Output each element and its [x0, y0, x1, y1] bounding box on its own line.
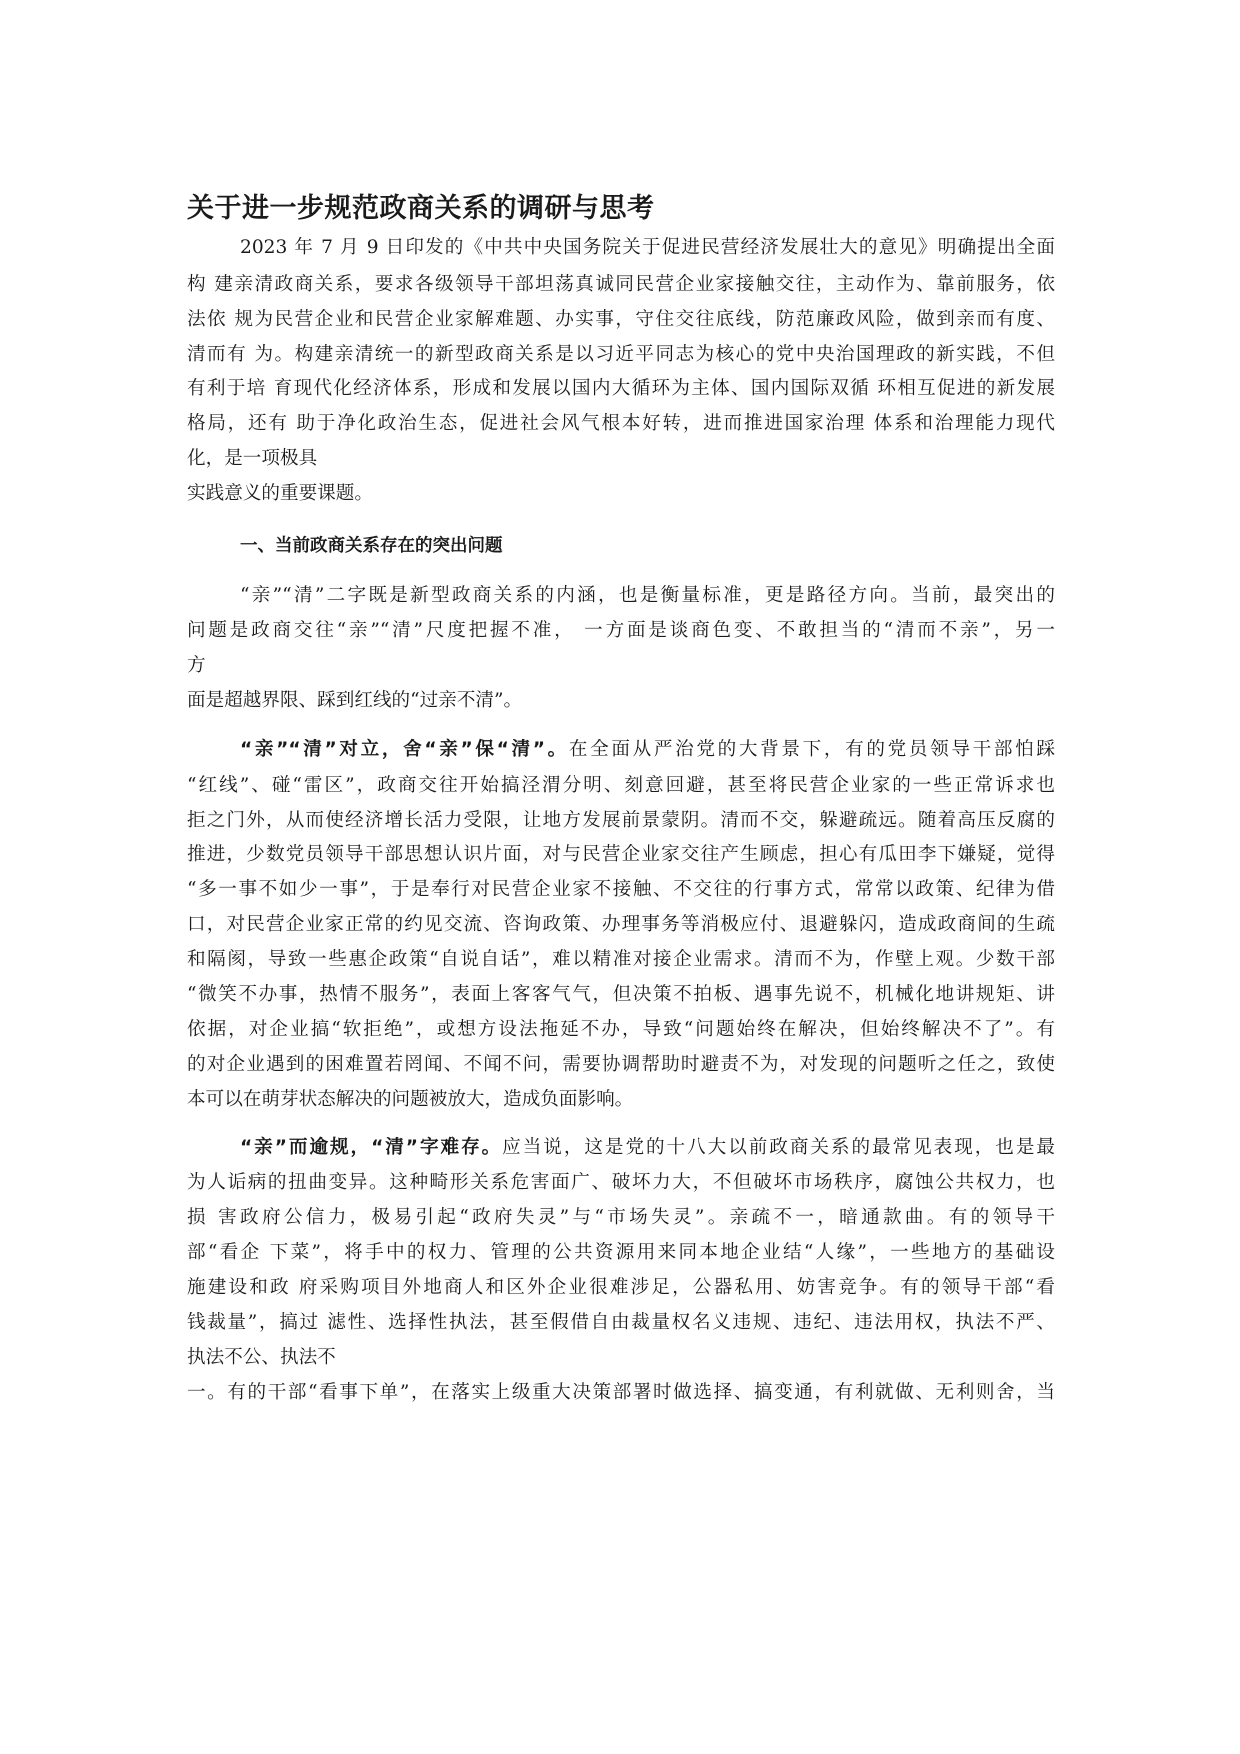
intro-line: 法依 规为民营企业和民营企业家解难题、办实事，守住交往底线，防范廉政风险，做到亲而有度、: [187, 309, 1055, 330]
document-title: 关于进一步规范政商关系的调研与思考: [187, 193, 655, 224]
body-line: [240, 1133, 1055, 1163]
body-line: 损 害政府公信力，极易引起“政府失灵”与“市场失灵”。亲疏不一，暗通款曲。有的领导干: [187, 1207, 1055, 1228]
body-line: 方: [187, 655, 206, 676]
body-line: 部“看企 下菜”，将手中的权力、管理的公共资源用来同本地企业结“人缘”，一些地方的基础设: [187, 1242, 1055, 1263]
body-line: “红线”、碰“雷区”，政商交往开始搞泾渭分明、刻意回避，甚至将民营企业家的一些正常诉求也: [187, 775, 1055, 796]
paragraph-text: 在全面从严治党的大背景下，有的党员领导干部怕踩: [568, 739, 1055, 760]
body-line: “多一事不如少一事”，于是奉行对民营企业家不接触、不交往的行事方式，常常以政策、纪律为借: [187, 879, 1055, 900]
section-heading: 一、当前政商关系存在的突出问题: [240, 536, 503, 556]
body-line: 拒之门外，从而使经济增长活力受限，让地方发展前景蒙阴。清而不交，躲避疏远。随着高压反腐的: [187, 810, 1055, 831]
body-line: 一。有的干部“看事下单”，在落实上级重大决策部署时做选择、搞变通，有利就做、无利则舍，当: [187, 1382, 1055, 1403]
intro-line: 清而有 为。构建亲清统一的新型政商关系是以习近平同志为核心的党中央治国理政的新实践，不但: [187, 344, 1055, 365]
intro-line: 构 建亲清政商关系，要求各级领导干部坦荡真诚同民营企业家接触交往，主动作为、靠前服务，依: [187, 274, 1055, 295]
body-line: 的对企业遇到的困难置若罔闻、不闻不问，需要协调帮助时避责不为，对发现的问题听之任之，致使: [187, 1054, 1055, 1075]
paragraph-lead: “亲”而逾规，“清”字难存。: [240, 1137, 503, 1158]
body-line: 和隔阂，导致一些惠企政策“自说自话”，难以精准对接企业需求。清而不为，作壁上观。少数干部: [187, 949, 1055, 970]
body-line: [240, 735, 1055, 765]
intro-line: 实践意义的重要课题。: [187, 483, 373, 504]
body-line: 为人诟病的扭曲变异。这种畸形关系危害面广、破坏力大，不但破坏市场秩序，腐蚀公共权力，也: [187, 1172, 1055, 1193]
body-line: “微笑不办事，热情不服务”，表面上客客气气，但决策不拍板、遇事先说不，机械化地讲规矩、讲: [187, 984, 1055, 1005]
paragraph-lead: “亲”“清”对立，舍“亲”保“清”。: [240, 739, 569, 760]
body-line: 依据，对企业搞“软拒绝”，或想方设法拖延不办，导致“问题始终在解决，但始终解决不了”。有: [187, 1019, 1055, 1040]
body-line: 钱裁量”，搞过 滤性、选择性执法，甚至假借自由裁量权名义违规、违纪、违法用权，执法不严、: [187, 1312, 1055, 1333]
body-line: 口，对民营企业家正常的约见交流、咨询政策、办理事务等消极应付、退避躲闪，造成政商间的生疏: [187, 914, 1055, 935]
body-line: “亲”“清”二字既是新型政商关系的内涵，也是衡量标准，更是路径方向。当前，最突出的: [240, 585, 1055, 606]
intro-line: 格局，还有 助于净化政治生态，促进社会风气根本好转，进而推进国家治理 体系和治理能力现代: [187, 413, 1055, 434]
document-page: [187, 0, 1055, 1754]
body-line: 施建设和政 府采购项目外地商人和区外企业很难涉足，公器私用、妨害竞争。有的领导干部“看: [187, 1277, 1055, 1298]
paragraph-text: 应当说，这是党的十八大以前政商关系的最常见表现，也是最: [502, 1137, 1055, 1158]
body-line: 执法不公、执法不: [187, 1347, 336, 1368]
intro-line: 2023 年 7 月 9 日印发的《中共中央国务院关于促进民营经济发展壮大的意见》明确提出全面: [240, 237, 1055, 258]
intro-line: 有利于培 育现代化经济体系，形成和发展以国内大循环为主体、国内国际双循 环相互促进的新发展: [187, 378, 1055, 399]
body-line: 本可以在萌芽状态解决的问题被放大，造成负面影响。: [187, 1089, 634, 1110]
body-line: 面是超越界限、踩到红线的“过亲不清”。: [187, 690, 523, 711]
body-line: 推进，少数党员领导干部思想认识片面，对与民营企业家交往产生顾虑，担心有瓜田李下嫌疑，觉得: [187, 844, 1055, 865]
intro-line: 化，是一项极具: [187, 448, 318, 469]
body-line: 问题是政商交往“亲”“清”尺度把握不准， 一方面是谈商色变、不敢担当的“清而不亲”，另一: [187, 620, 1055, 641]
